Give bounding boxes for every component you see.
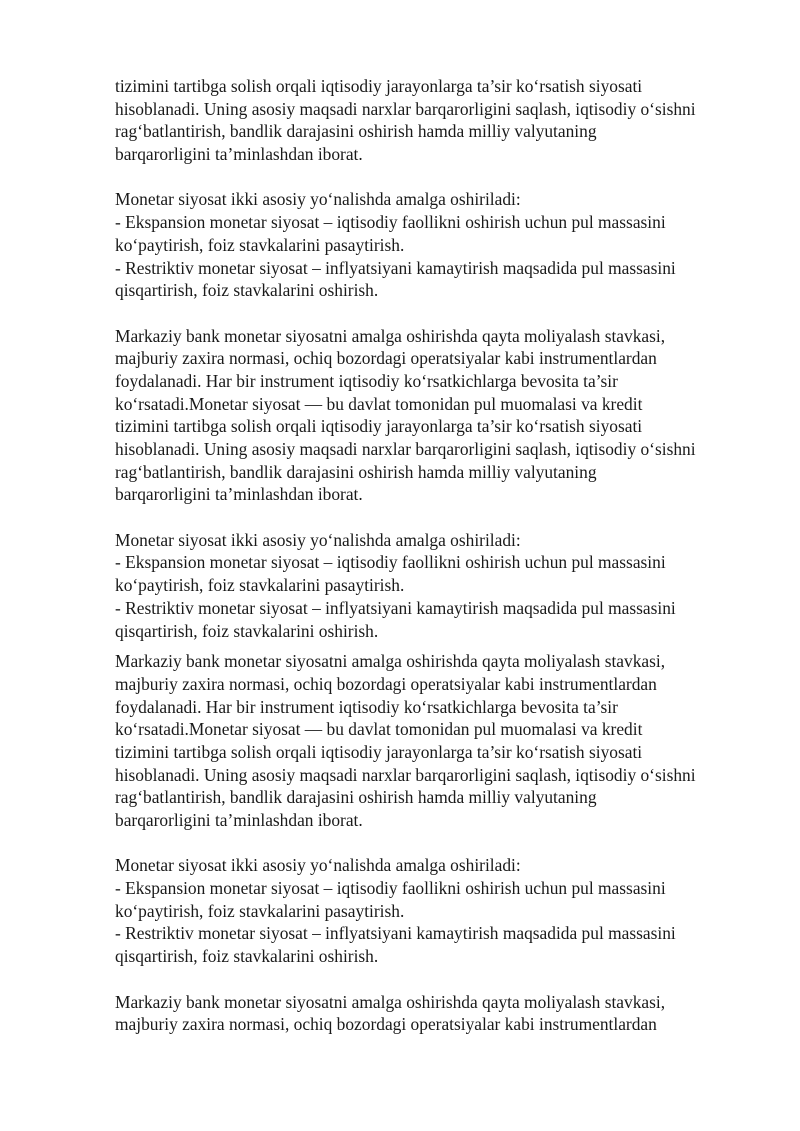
text-line: Markaziy bank monetar siyosatni amalga oshirishda qayta moliyalash stavkasi, [115,651,666,672]
text-line: - Ekspansion monetar siyosat – iqtisodiy faollikni oshirish uchun pul massasini [115,878,666,899]
paragraph [115,325,755,507]
text-line: barqarorligini ta’minlashdan iborat. [115,810,363,830]
paragraph [115,854,755,967]
paragraph [115,650,755,832]
text-line: rag‘batlantirish, bandlik darajasini oshirish hamda milliy valyutaning [115,121,597,142]
text-line: - Restriktiv monetar siyosat – inflyatsiyani kamaytirish maqsadida pul massasini [115,597,676,618]
text-line: majburiy zaxira normasi, ochiq bozordagi operatsiyalar kabi instrumentlardan [115,348,657,369]
text-line: hisoblanadi. Uning asosiy maqsadi narxlar barqarorligini saqlash, iqtisodiy o‘sishni [115,439,696,459]
paragraph [115,529,755,642]
text-line: ko‘paytirish, foiz stavkalarini pasaytirish. [115,234,405,255]
text-line: hisoblanadi. Uning asosiy maqsadi narxlar barqarorligini saqlash, iqtisodiy o‘sishni [115,764,696,785]
text-line: qisqartirish, foiz stavkalarini oshirish. [115,620,379,641]
document-page [115,75,755,1036]
text-line: tizimini tartibga solish orqali iqtisodiy jarayonlarga ta’sir ko‘rsatish siyosati [115,741,643,762]
text-line: majburiy zaxira normasi, ochiq bozordagi operatsiyalar kabi instrumentlardan [115,1014,657,1035]
text-line: foydalanadi. Har bir instrument iqtisodiy ko‘rsatkichlarga bevosita ta’sir [115,696,618,717]
text-line: tizimini tartibga solish orqali iqtisodiy jarayonlarga ta’sir ko‘rsatish siyosati [115,76,643,96]
text-line: qisqartirish, foiz stavkalarini oshirish. [115,946,379,967]
text-line: rag‘batlantirish, bandlik darajasini oshirish hamda milliy valyutaning [115,461,597,482]
paragraph [115,991,755,1036]
text-line: Monetar siyosat ikki asosiy yo‘nalishda amalga oshiriladi: [115,529,521,550]
text-line: - Ekspansion monetar siyosat – iqtisodiy faollikni oshirish uchun pul massasini [115,552,666,573]
text-line: Markaziy bank monetar siyosatni amalga oshirishda qayta moliyalash stavkasi, [115,325,666,346]
text-line: rag‘batlantirish, bandlik darajasini oshirish hamda milliy valyutaning [115,787,597,808]
paragraph [115,75,755,166]
text-line: qisqartirish, foiz stavkalarini oshirish. [115,280,379,301]
text-line: Markaziy bank monetar siyosatni amalga oshirishda qayta moliyalash stavkasi, [115,991,666,1012]
text-line: - Restriktiv monetar siyosat – inflyatsiyani kamaytirish maqsadida pul massasini [115,923,676,944]
paragraph-spacing [115,968,755,991]
text-line: tizimini tartibga solish orqali iqtisodiy jarayonlarga ta’sir ko‘rsatish siyosati [115,416,643,437]
text-line: foydalanadi. Har bir instrument iqtisodiy ko‘rsatkichlarga bevosita ta’sir [115,370,618,391]
paragraph-spacing [115,832,755,855]
text-line: - Restriktiv monetar siyosat – inflyatsiyani kamaytirish maqsadida pul massasini [115,257,676,278]
text-line: barqarorligini ta’minlashdan iborat. [115,484,363,505]
paragraph-spacing [115,642,755,650]
paragraph-spacing [115,166,755,189]
text-line: Monetar siyosat ikki asosiy yo‘nalishda amalga oshiriladi: [115,189,521,210]
text-line: majburiy zaxira normasi, ochiq bozordagi operatsiyalar kabi instrumentlardan [115,673,657,694]
text-line: barqarorligini ta’minlashdan iborat. [115,144,363,165]
text-line: ko‘paytirish, foiz stavkalarini pasaytirish. [115,575,405,596]
paragraph-spacing [115,506,755,529]
paragraph-spacing [115,302,755,325]
text-line: ko‘paytirish, foiz stavkalarini pasaytirish. [115,900,405,921]
paragraph [115,188,755,301]
text-line: Monetar siyosat ikki asosiy yo‘nalishda amalga oshiriladi: [115,855,521,876]
text-line: ko‘rsatadi.Monetar siyosat — bu davlat tomonidan pul muomalasi va kredit [115,393,643,414]
text-line: ko‘rsatadi.Monetar siyosat — bu davlat tomonidan pul muomalasi va kredit [115,719,643,740]
text-line: hisoblanadi. Uning asosiy maqsadi narxlar barqarorligini saqlash, iqtisodiy o‘sishni [115,98,696,119]
text-line: - Ekspansion monetar siyosat – iqtisodiy faollikni oshirish uchun pul massasini [115,212,666,233]
